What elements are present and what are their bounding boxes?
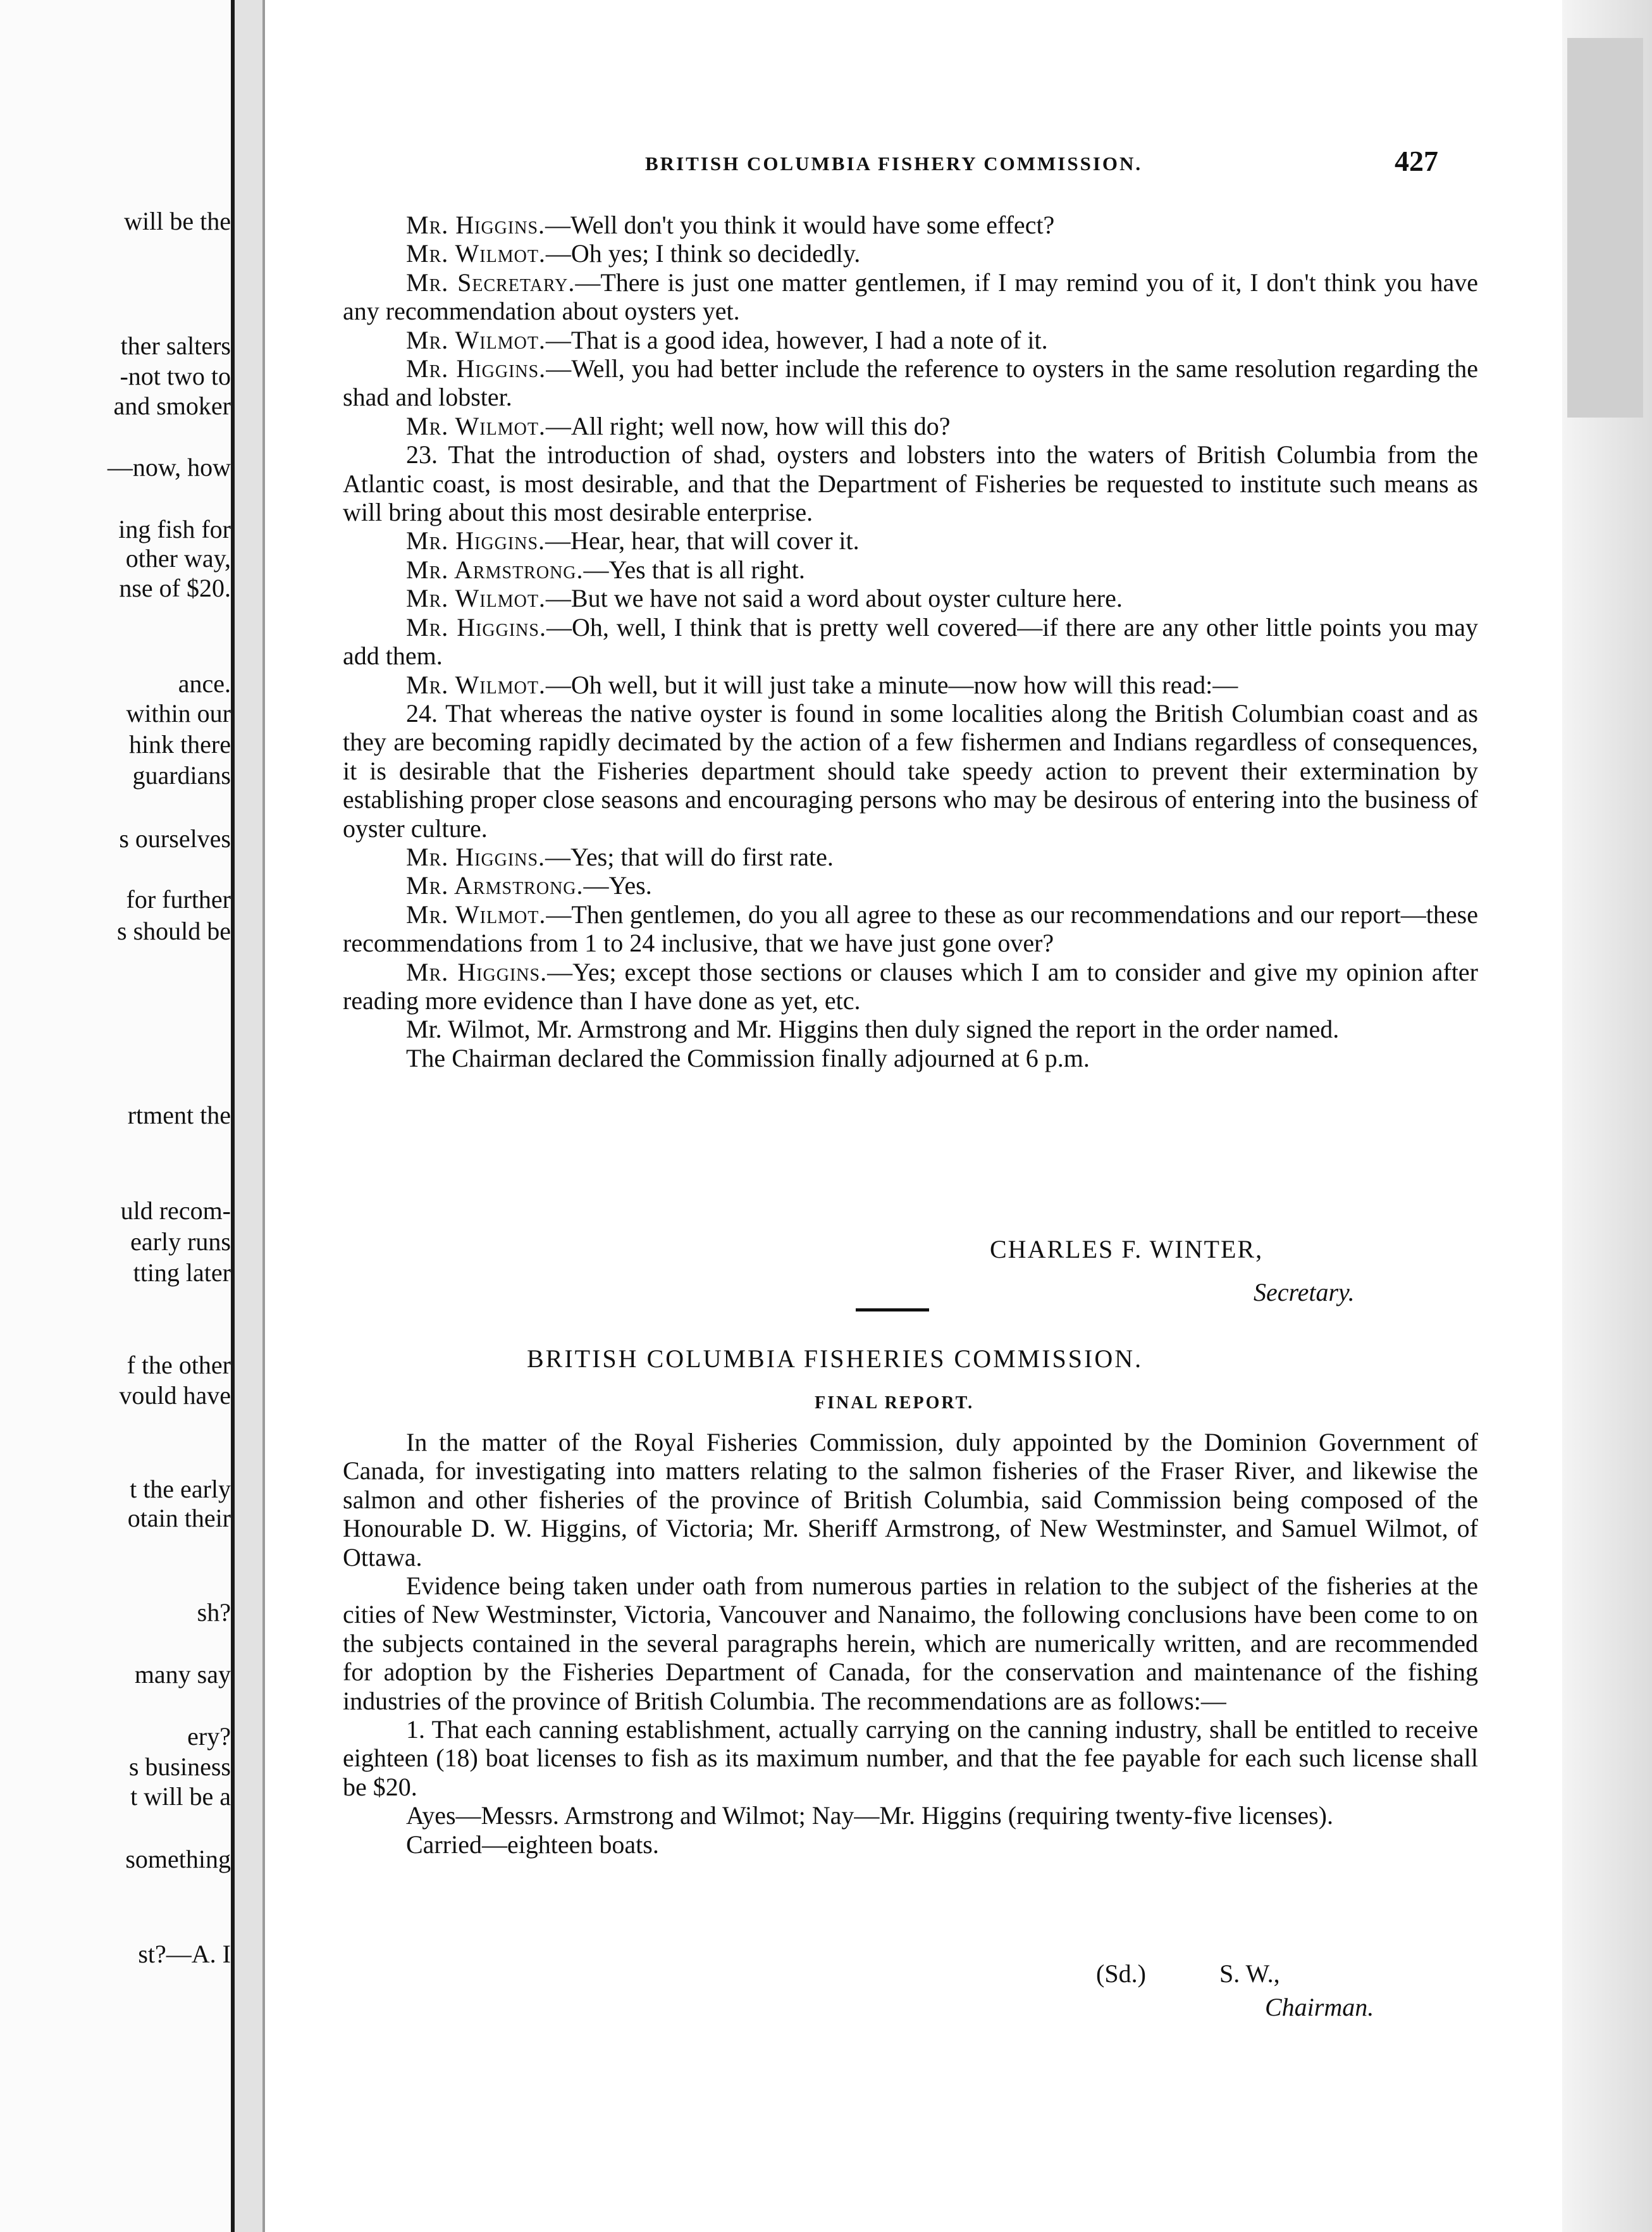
facing-page-line: t the early [130, 1475, 231, 1503]
facing-page-line: otain their [127, 1504, 231, 1532]
paragraph: The Chairman declared the Commission finally adjourned at 6 p.m. [406, 1043, 1090, 1072]
facing-page-line: vould have [119, 1381, 231, 1410]
facing-page-line: nse of $20. [119, 574, 231, 602]
final-report-body [343, 1428, 1478, 1859]
paragraph: Mr. Higgins.—Oh, well, I think that is pretty well covered—if there are any other little points you may add them. [343, 612, 1478, 671]
book-gutter [235, 0, 262, 2232]
recommendation-23: 23. That the introduction of shad, oysters and lobsters into the waters of British Columbia from the Atlantic coast, is most desirable, and that the Department of Fisheries be requested to institute such means as will bring about this most desirable enterprise. [343, 440, 1478, 527]
facing-page-line: s business [128, 1752, 231, 1781]
paragraph: Mr. Wilmot.—All right; well now, how will this do? [406, 411, 951, 440]
facing-page-line: within our [126, 699, 231, 728]
paragraph: Mr. Wilmot.—Oh yes; I think so decidedly. [406, 239, 861, 268]
facing-page-line: and smoker [113, 392, 231, 420]
section-heading: BRITISH COLUMBIA FISHERIES COMMISSION. [527, 1344, 1143, 1373]
chairman-initials: S. W., [1219, 1959, 1280, 1988]
facing-page-fragment [0, 0, 231, 2232]
paragraph: Mr. Armstrong.—Yes that is all right. [406, 555, 805, 584]
facing-page-line: ery? [187, 1722, 231, 1751]
paragraph: Mr. Wilmot.—Oh well, but it will just take a minute—now how will this read:— [406, 670, 1238, 699]
facing-page-line: for further [126, 885, 231, 914]
facing-page-line: other way, [125, 544, 231, 573]
running-title: BRITISH COLUMBIA FISHERY COMMISSION. [645, 152, 1143, 175]
chairman-title: Chairman. [1265, 1993, 1374, 2021]
section-divider [856, 1308, 929, 1311]
paragraph: Mr. Higgins.—Hear, hear, that will cover it. [406, 526, 860, 555]
facing-page-line: hink there [128, 730, 231, 759]
paragraph: Mr. Wilmot.—Then gentlemen, do you all agree to these as our recommendations and our report—these recommendations from 1 to 24 inclusive, that we have just gone over? [343, 900, 1478, 958]
facing-page-line: ance. [178, 669, 231, 698]
recommendation-1: 1. That each canning establishment, actually carrying on the canning industry, shall be entitled to receive eighteen (18) boat licenses to fish as its maximum number, and that the fee payable for each such license shall be $20. [343, 1715, 1478, 1801]
facing-page-line: s should be [117, 917, 231, 945]
facing-page-line: uld recom- [120, 1196, 231, 1225]
signed-mark: (Sd.) [1096, 1959, 1146, 1988]
paragraph: Evidence being taken under oath from numerous parties in relation to the subject of the fisheries at the cities of New Westminster, Victoria, Vancouver and Nanaimo, the following conclusions have been come to on the subjects contained in the several paragraphs herein, which are numerically written, and are recommended for adoption by the Fisheries Department of Canada, for the conservation and maintenance of the fishing industries of the province of British Columbia. The recommendations are as follows:— [343, 1572, 1478, 1715]
paragraph: Mr. Armstrong.—Yes. [406, 871, 652, 900]
transcript-body [343, 211, 1478, 1072]
paragraph: Mr. Higgins.—Well don't you think it would have some effect? [406, 211, 1055, 239]
facing-page-line: many say [134, 1660, 231, 1689]
facing-page-line: —now, how [107, 453, 231, 481]
facing-page-line: early runs [130, 1227, 231, 1256]
secretary-title: Secretary. [1254, 1278, 1355, 1306]
paragraph: Mr. Wilmot, Mr. Armstrong and Mr. Higgins then duly signed the report in the order named. [406, 1015, 1340, 1044]
vote-record: Ayes—Messrs. Armstrong and Wilmot; Nay—Mr. Higgins (requiring twenty-five licenses). [406, 1801, 1333, 1830]
vote-result: Carried—eighteen boats. [406, 1830, 659, 1859]
facing-page-line: -not two to [120, 362, 231, 390]
paragraph: Mr. Higgins.—Well, you had better include the reference to oysters in the same resolution regarding the shad and lobster. [343, 354, 1478, 412]
facing-page-line: st?—A. I [138, 1940, 231, 1968]
facing-page-line: f the other [126, 1351, 231, 1379]
facing-page-line: ing fish for [118, 515, 231, 543]
facing-page-line: s ourselves [119, 824, 231, 853]
paragraph: Mr. Wilmot.—That is a good idea, however, I had a note of it. [406, 325, 1048, 354]
facing-page-line: will be the [124, 207, 231, 235]
facing-page-line: something [125, 1845, 231, 1873]
recommendation-24: 24. That whereas the native oyster is found in some localities along the British Columbian coast and as they are becoming rapidly decimated by the action of a few fishermen and Indians regardless of consequences, it is desirable that the Fisheries department should take speedy action to prevent their extermination by establishing proper close seasons and encouraging persons who may be desirous of entering into the business of oyster culture. [343, 698, 1478, 843]
paragraph: Mr. Higgins.—Yes; that will do first rate. [406, 842, 834, 871]
page-number: 427 [1395, 145, 1438, 177]
facing-page-line: t will be a [130, 1782, 231, 1811]
section-subheading: FINAL REPORT. [815, 1393, 975, 1413]
page-edge-shadow [1567, 38, 1643, 418]
paragraph: Mr. Higgins.—Yes; except those sections or clauses which I am to consider and give my opinion after reading more evidence than I have done as yet, etc. [343, 957, 1479, 1015]
secretary-signature: CHARLES F. WINTER, [990, 1235, 1264, 1263]
facing-page-line: rtment the [127, 1101, 231, 1129]
facing-page-line: guardians [132, 761, 231, 790]
paragraph: In the matter of the Royal Fisheries Commission, duly appointed by the Dominion Government of Canada, for investigating into matters relating to the salmon fisheries of the Fraser River, and likewise the salmon and other fisheries of the province of British Columbia, said Commission being composed of the Honourable D. W. Higgins, of Victoria; Mr. Sheriff Armstrong, of New Westminster, and Samuel Wilmot, of Ottawa. [343, 1428, 1478, 1572]
facing-page-line: ther salters [120, 332, 231, 360]
paragraph: Mr. Wilmot.—But we have not said a word about oyster culture here. [406, 584, 1123, 613]
facing-page-line: sh? [197, 1598, 231, 1627]
gutter-edge [262, 0, 265, 2232]
paragraph: Mr. Secretary.—There is just one matter gentlemen, if I may remind you of it, I don't think you have any recommendation about oysters yet. [343, 268, 1478, 326]
facing-page-line: tting later [133, 1258, 231, 1287]
